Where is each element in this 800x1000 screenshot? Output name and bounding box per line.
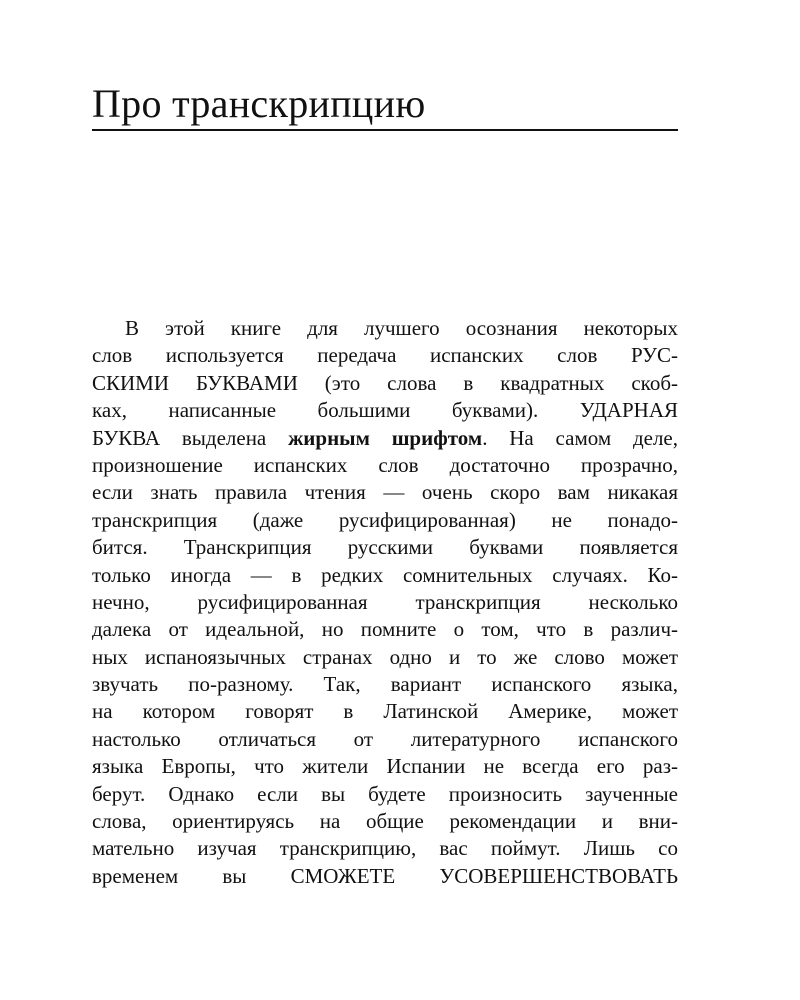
text-line <box>92 425 678 452</box>
text-span: В этой книге для лучшего осознания некоторых <box>125 316 678 340</box>
text-span: временем вы СМОЖЕТЕ УСОВЕРШЕНСТВОВАТЬ <box>92 863 678 888</box>
text-line <box>92 671 678 698</box>
text-line <box>92 753 678 780</box>
text-span: далека от идеальной, но помните о том, что в различ- <box>92 617 678 642</box>
text-line <box>92 781 678 808</box>
text-line <box>92 698 678 725</box>
text-span: нечно, русифицированная транскрипция несколько <box>92 589 678 614</box>
text-line <box>92 370 678 397</box>
text-line <box>92 452 678 479</box>
text-span: мательно изучая транскрипцию, вас поймут. Лишь со <box>92 836 678 861</box>
text-span: . На самом деле, <box>482 425 678 450</box>
title-underline <box>92 129 678 131</box>
text-span: произношение испанских слов достаточно прозрачно, <box>92 452 678 477</box>
body-paragraph <box>92 315 678 890</box>
text-span: берут. Однако если вы будете произносить заученные <box>92 781 678 806</box>
text-span: звучать по-разному. Так, вариант испанского языка, <box>92 672 678 697</box>
text-line <box>92 863 678 890</box>
text-line <box>92 835 678 862</box>
text-span: ных испаноязычных странах одно и то же слово может <box>92 644 678 669</box>
text-span: слов используется передача испанских слов РУС- <box>92 343 678 368</box>
text-span: только иногда — в редких сомнительных случаях. Ко- <box>92 562 678 587</box>
text-span: ках, написанные большими буквами). УДАРНАЯ <box>92 398 678 423</box>
text-line <box>92 507 678 534</box>
text-line <box>92 644 678 671</box>
text-line <box>92 616 678 643</box>
text-span: слова, ориентируясь на общие рекомендации и вни- <box>92 809 678 834</box>
bold-text-span: жирным шрифтом <box>288 425 483 450</box>
text-span: транскрипция (даже русифицированная) не понадо- <box>92 507 678 532</box>
text-line <box>92 562 678 589</box>
text-span: на котором говорят в Латинской Америке, может <box>92 699 678 724</box>
text-line <box>92 726 678 753</box>
text-line <box>92 397 678 424</box>
text-span: настолько отличаться от литературного испанского <box>92 726 678 751</box>
text-line <box>92 808 678 835</box>
text-span: БУКВА выделена <box>92 425 289 450</box>
text-line <box>92 589 678 616</box>
page-title: Про транскрипцию <box>92 81 426 126</box>
book-page <box>92 0 678 1000</box>
text-line <box>92 315 678 342</box>
text-line <box>92 479 678 506</box>
text-span: бится. Транскрипция русскими буквами появляется <box>92 535 678 560</box>
text-span: если знать правила чтения — очень скоро вам никакая <box>92 480 678 505</box>
text-span: СКИМИ БУКВАМИ (это слова в квадратных скоб- <box>92 370 678 395</box>
text-line <box>92 342 678 369</box>
text-span: языка Европы, что жители Испании не всегда его раз- <box>92 754 678 779</box>
text-line <box>92 534 678 561</box>
